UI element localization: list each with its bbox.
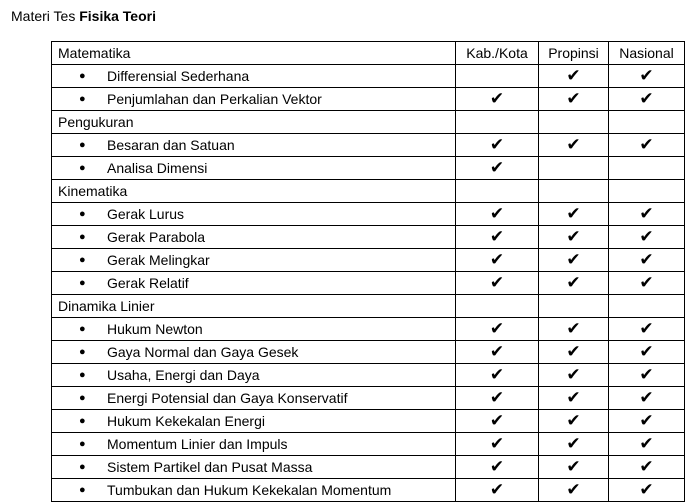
topic-label: Gerak Melingkar — [107, 252, 210, 268]
topic-label: Sistem Partikel dan Pusat Massa — [107, 459, 313, 475]
topic-cell — [52, 88, 456, 111]
bullet-icon: ● — [79, 323, 86, 335]
topic-cell — [52, 272, 456, 295]
check-icon: ✔ — [456, 410, 539, 433]
check-icon: ✔ — [456, 134, 539, 157]
check-icon: ✔ — [456, 341, 539, 364]
table-body — [52, 42, 685, 502]
category-row — [52, 295, 685, 318]
topic-cell — [52, 65, 456, 88]
topic-cell — [52, 364, 456, 387]
title-prefix: Materi Tes — [11, 8, 80, 24]
check-icon: ✔ — [456, 226, 539, 249]
topic-cell — [52, 456, 456, 479]
category-row — [52, 180, 685, 203]
topic-row — [52, 65, 685, 88]
topic-label: Gaya Normal dan Gaya Gesek — [107, 344, 299, 360]
check-icon: ✔ — [456, 249, 539, 272]
topic-label: Penjumlahan dan Perkalian Vektor — [107, 91, 322, 107]
bullet-icon: ● — [79, 461, 86, 473]
topic-cell — [52, 433, 456, 456]
column-header-nasional: Nasional — [609, 42, 685, 65]
bullet-icon: ● — [79, 415, 86, 427]
check-icon: ✔ — [609, 479, 685, 502]
topic-row — [52, 456, 685, 479]
bullet-icon: ● — [79, 208, 86, 220]
bullet-icon: ● — [79, 254, 86, 266]
check-icon: ✔ — [609, 226, 685, 249]
check-icon: ✔ — [609, 341, 685, 364]
bullet-icon: ● — [79, 346, 86, 358]
title-subject: Fisika Teori — [79, 8, 156, 24]
check-icon: ✔ — [456, 364, 539, 387]
check-icon: ✔ — [539, 433, 609, 456]
topic-row — [52, 272, 685, 295]
check-icon: ✔ — [609, 249, 685, 272]
topic-row — [52, 433, 685, 456]
empty-cell — [456, 180, 539, 203]
topic-label: Energi Potensial dan Gaya Konservatif — [107, 390, 348, 406]
topic-label: Differensial Sederhana — [107, 68, 250, 84]
topic-label: Momentum Linier dan Impuls — [107, 436, 288, 452]
bullet-icon: ● — [79, 231, 86, 243]
header-row — [52, 42, 685, 65]
check-icon: ✔ — [539, 387, 609, 410]
topic-cell — [52, 318, 456, 341]
topic-row — [52, 226, 685, 249]
topic-label: Besaran dan Satuan — [107, 137, 235, 153]
check-icon: ✔ — [456, 479, 539, 502]
check-icon: ✔ — [539, 479, 609, 502]
bullet-icon: ● — [79, 438, 86, 450]
check-icon: ✔ — [609, 364, 685, 387]
check-icon: ✔ — [609, 410, 685, 433]
topic-row — [52, 318, 685, 341]
topic-label: Gerak Relatif — [107, 275, 189, 291]
topic-row — [52, 157, 685, 180]
check-icon: ✔ — [539, 65, 609, 88]
column-header-propinsi: Propinsi — [539, 42, 609, 65]
bullet-icon: ● — [79, 139, 86, 151]
topic-cell — [52, 203, 456, 226]
check-icon: ✔ — [539, 341, 609, 364]
materi-table — [51, 41, 685, 502]
check-icon: ✔ — [539, 88, 609, 111]
topic-row — [52, 479, 685, 502]
topic-label: Gerak Lurus — [107, 206, 185, 222]
check-icon: ✔ — [539, 203, 609, 226]
topic-row — [52, 249, 685, 272]
topic-row — [52, 88, 685, 111]
category-matematika: Matematika — [52, 42, 456, 65]
category-label: Kinematika — [52, 180, 456, 203]
check-icon: ✔ — [609, 65, 685, 88]
topic-label: Hukum Kekekalan Energi — [107, 413, 265, 429]
topic-cell — [52, 479, 456, 502]
check-icon: ✔ — [609, 387, 685, 410]
check-icon: ✔ — [539, 134, 609, 157]
topic-label: Usaha, Energi dan Daya — [107, 367, 260, 383]
check-icon: ✔ — [539, 318, 609, 341]
check-icon: ✔ — [539, 364, 609, 387]
check-icon: ✔ — [609, 203, 685, 226]
topic-row — [52, 134, 685, 157]
empty-cell — [539, 111, 609, 134]
check-icon: ✔ — [609, 456, 685, 479]
topic-row — [52, 364, 685, 387]
topic-label: Hukum Newton — [107, 321, 203, 337]
empty-cell — [609, 157, 685, 180]
topic-cell — [52, 249, 456, 272]
topic-cell — [52, 226, 456, 249]
topic-row — [52, 203, 685, 226]
check-icon: ✔ — [456, 387, 539, 410]
topic-cell — [52, 134, 456, 157]
empty-cell — [456, 65, 539, 88]
empty-cell — [539, 157, 609, 180]
topic-row — [52, 387, 685, 410]
category-label: Pengukuran — [52, 111, 456, 134]
topic-row — [52, 410, 685, 433]
empty-cell — [609, 295, 685, 318]
bullet-icon: ● — [79, 70, 86, 82]
empty-cell — [539, 180, 609, 203]
bullet-icon: ● — [79, 484, 86, 496]
empty-cell — [456, 111, 539, 134]
empty-cell — [609, 180, 685, 203]
check-icon: ✔ — [609, 134, 685, 157]
check-icon: ✔ — [456, 433, 539, 456]
bullet-icon: ● — [79, 369, 86, 381]
check-icon: ✔ — [456, 456, 539, 479]
check-icon: ✔ — [456, 318, 539, 341]
check-icon: ✔ — [609, 272, 685, 295]
topic-cell — [52, 341, 456, 364]
check-icon: ✔ — [539, 456, 609, 479]
bullet-icon: ● — [79, 392, 86, 404]
empty-cell — [456, 295, 539, 318]
topic-cell — [52, 157, 456, 180]
topic-label: Tumbukan dan Hukum Kekekalan Momentum — [107, 482, 392, 498]
category-row — [52, 111, 685, 134]
document-title — [11, 7, 156, 25]
check-icon: ✔ — [456, 88, 539, 111]
bullet-icon: ● — [79, 162, 86, 174]
check-icon: ✔ — [609, 318, 685, 341]
column-header-kab-kota: Kab./Kota — [456, 42, 539, 65]
topic-cell — [52, 387, 456, 410]
check-icon: ✔ — [539, 410, 609, 433]
check-icon: ✔ — [456, 203, 539, 226]
bullet-icon: ● — [79, 93, 86, 105]
empty-cell — [609, 111, 685, 134]
check-icon: ✔ — [609, 88, 685, 111]
topic-cell — [52, 410, 456, 433]
check-icon: ✔ — [456, 272, 539, 295]
check-icon: ✔ — [539, 249, 609, 272]
check-icon: ✔ — [456, 157, 539, 180]
topic-label: Analisa Dimensi — [107, 160, 208, 176]
check-icon: ✔ — [539, 272, 609, 295]
bullet-icon: ● — [79, 277, 86, 289]
empty-cell — [539, 295, 609, 318]
topic-row — [52, 341, 685, 364]
topic-label: Gerak Parabola — [107, 229, 206, 245]
category-label: Dinamika Linier — [52, 295, 456, 318]
check-icon: ✔ — [539, 226, 609, 249]
check-icon: ✔ — [609, 433, 685, 456]
